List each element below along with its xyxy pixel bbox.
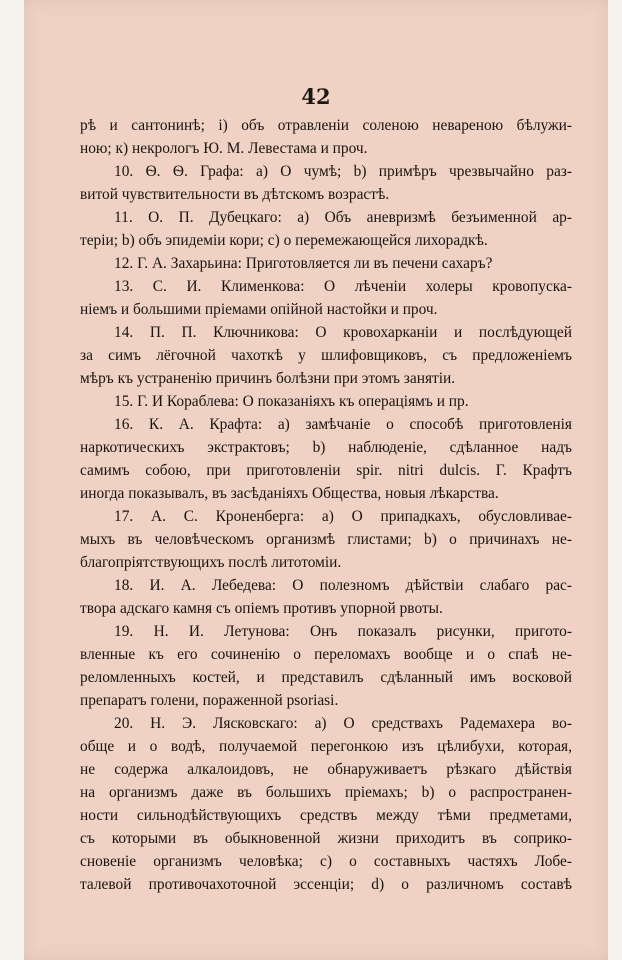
text-line: твора адскаго камня съ опіемъ противъ упорной рвоты. — [80, 600, 443, 617]
text-line: витой чувствительности въ дѣтскомъ возрастѣ. — [80, 186, 390, 203]
text-line: 18. И. А. Лебедева: О полезномъ дѣйствіи слабаго рас- — [114, 577, 572, 594]
text-line: теріи; b) объ эпидеміи кори; с) о перемежающейся лихорадкѣ. — [80, 232, 488, 249]
text-line: препаратъ голени, пораженной psoriasi. — [80, 692, 339, 709]
text-line: мыхъ въ человѣческомъ организмѣ глистами; b) о причинахъ не- — [80, 531, 572, 548]
text-line: ною; к) некрологъ Ю. М. Левестама и проч. — [80, 140, 368, 157]
text-line: 11. О. П. Дубецкаго: а) Объ аневризмѣ безъименной ар- — [114, 209, 572, 226]
book-page — [24, 0, 608, 960]
text-line: 19. Н. И. Летунова: Онъ показалъ рисунки, пригото- — [114, 623, 572, 640]
text-line: 15. Г. И Кораблева: О показаніяхъ къ операціямъ и пр. — [114, 393, 469, 410]
text-line: наркотическихъ экстрактовъ; b) наблюденіе, сдѣланное надъ — [80, 439, 572, 456]
text-line: на организмъ даже въ большихъ пріемахъ; b) о распространен- — [80, 784, 572, 801]
text-line: талевой противочахоточной эссенціи; d) о различномъ составѣ — [80, 876, 572, 893]
text-line: 13. С. И. Клименкова: О лѣченіи холеры кровопуска- — [114, 278, 572, 295]
text-line: сновеніе организмъ человѣка; с) о составныхъ частяхъ Лобе- — [80, 853, 572, 870]
text-line: иногда показывалъ, въ засѣданіяхъ Общества, новыя лѣкарства. — [80, 485, 499, 502]
text-line: вленные къ его сочиненію о переломахъ вообще и о спаѣ не- — [80, 646, 572, 663]
text-line: самимъ собою, при приготовленіи spir. nitri dulcis. Г. Крафтъ — [80, 462, 572, 479]
text-line: 16. К. А. Крафта: а) замѣчаніе о способѣ приготовленія — [114, 416, 572, 433]
text-line: 14. П. П. Ключникова: О кровохарканіи и послѣдующей — [114, 324, 572, 341]
text-line: не содержа алкалоидовъ, не обнаруживаетъ рѣзкаго дѣйствія — [80, 761, 572, 778]
text-line: 12. Г. А. Захарьина: Приготовляется ли въ печени сахаръ? — [114, 255, 493, 272]
text-line: реломленныхъ костей, и представилъ сдѣланный имъ восковой — [80, 669, 572, 686]
text-line: благопріятствующихъ послѣ литотоміи. — [80, 554, 342, 571]
text-line: съ которыми въ обыкновенной жизни приходитъ въ соприко- — [80, 830, 572, 847]
text-line: 17. А. С. Кроненберга: а) О припадкахъ, обусловливае- — [114, 508, 572, 525]
text-line: рѣ и сантонинѣ; і) объ отравленіи соленою невареною бѣлужи- — [80, 117, 572, 134]
text-line: мѣръ къ устраненію причинъ болѣзни при этомъ занятіи. — [80, 370, 456, 387]
text-line: 10. Ѳ. Ѳ. Графа: а) О чумѣ; b) примѣръ чрезвычайно раз- — [114, 163, 572, 180]
text-line: 20. Н. Э. Лясковскаго: а) О средствахъ Радемахера во- — [114, 715, 572, 732]
text-line: ніемъ и большими пріемами опійной настойки и проч. — [80, 301, 438, 318]
page-number: 42 — [301, 84, 331, 109]
body-text — [80, 114, 572, 896]
text-line: за симъ лёгочной чахоткѣ у шлифовщиковъ, съ предложеніемъ — [80, 347, 572, 364]
text-line: обще и о водѣ, получаемой перегонкою изъ цѣлибухи, которая, — [80, 738, 572, 755]
text-line: ности сильнодѣйствующихъ средствъ между тѣми предметами, — [80, 807, 572, 824]
